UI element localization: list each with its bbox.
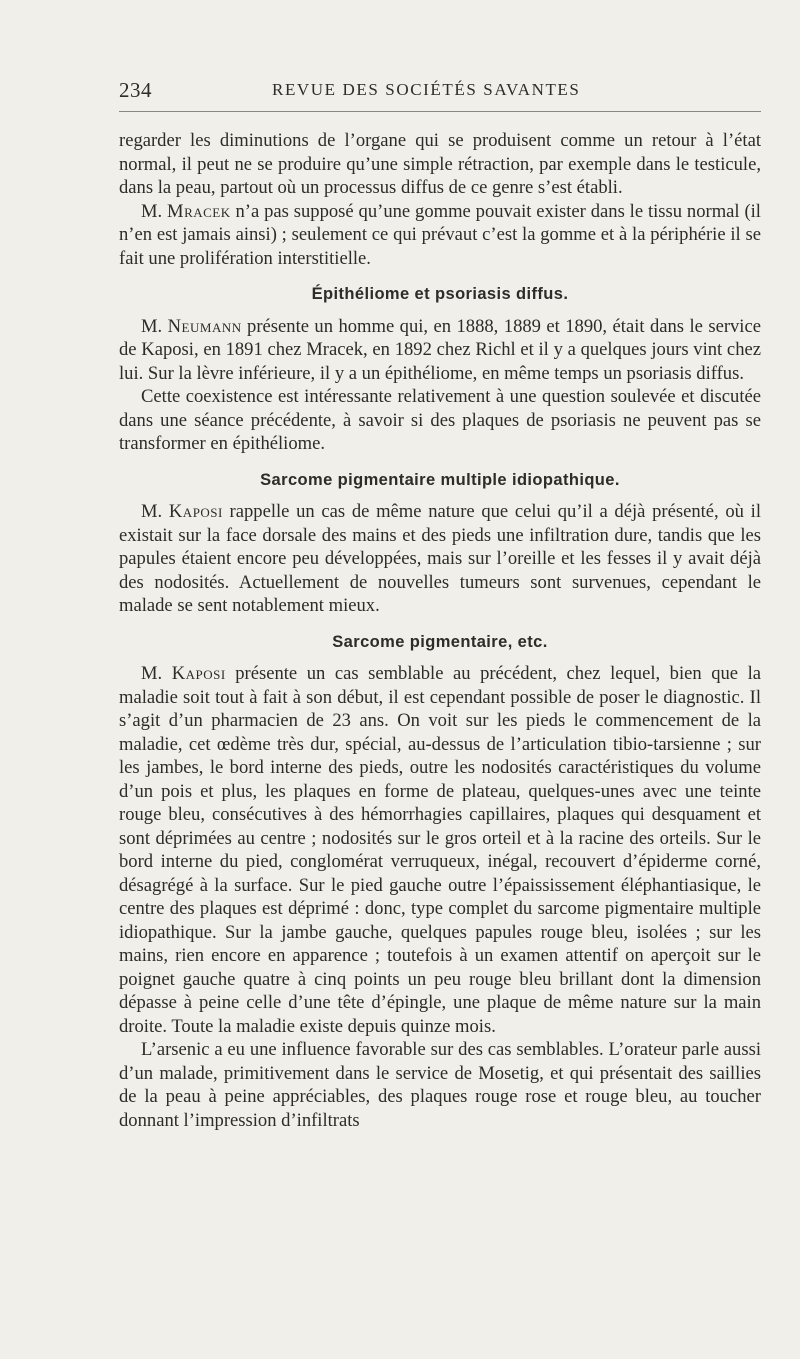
section-heading-2: Sarcome pigmentaire multiple idiopathique. [260,470,620,489]
body-text [119,129,761,1132]
paragraph-3-text: présente un homme qui, en 1888, 1889 et 1890, était dans le service de Kaposi, en 1891 chez Mracek, en 1892 chez Richl et il y a quelques jours vint chez lui. Sur la lèvre inférieure, il y a un épithéliome, en même temps un psoriasis diffus. [119,315,761,384]
speaker-name: Kaposi [168,501,223,522]
paragraph-5 [119,500,761,618]
paragraph-2-text: n’a pas supposé qu’une gomme pouvait exister dans le tissu normal (il n’en est jamais ainsi) ; seulement ce qui prévaut c’est la gomme et à la périphérie il se fait une prolifération interstitielle. [119,200,761,269]
paragraph-7: L’arsenic a eu une influence favorable sur des cas semblables. L’orateur parle aussi d’un malade, primitivement dans le service de Mosetig, et qui présentait des saillies de la peau à peine appréciables, des plaques rouge rose et rouge bleu, au toucher donnant l’impression d’infiltrats [119,1039,761,1131]
page-header [119,78,759,104]
speaker-name: Mracek [167,200,231,222]
speaker-prefix: M. [141,200,168,222]
section-heading-3: Sarcome pigmentaire, etc. [332,632,548,651]
paragraph-2 [119,200,761,271]
paragraph-1: regarder les diminutions de l’organe qui se produisent comme un retour à l’état normal, il peut ne se produire qu’une simple rétraction, par exemple dans le testicule, dans la peau, partout où un processus diffus de ce genre s’est établi. [119,130,761,198]
paragraph-3 [119,315,761,386]
header-rule [119,111,761,112]
paragraph-6-text: présente un cas semblable au précédent, chez lequel, bien que la maladie soit tout à fait à son début, il est cependant possible de poser le diagnostic. Il s’agit d’un pharmacien de 23 ans. On voit sur les pieds le commencement de la maladie, cet œdème très dur, spécial, au-dessus de l’articulation tibio-tarsienne ; sur les jambes, le bord interne des pieds, outre les nodosités caractéristiques du volume d’un pois et plus, les plaques en forme de plateau, quelques-unes avec une teinte rouge bleu, consécutives à des hémorrhagies capillaires, plaques qui desquament et sont déprimées au centre ; nodosités sur le gros orteil et à la racine des orteils. Sur le bord interne du pied, conglomérat verruqueux, inégal, recouvert d’épiderme corné, désagrégé à la surface. Sur le pied gauche outre l’épaississement éléphantiasique, le centre des plaques est déprimé : donc, type complet du sarcome pigmentaire multiple idiopathique. Sur la jambe gauche, quelques papules rouge bleu, isolées ; sur les mains, rien encore en apparence ; toutefois à un examen attentif on aperçoit sur le poignet gauche quatre à cinq points un peu rouge bleu brillant dont la dimension dépasse à peine celle d’une tête d’épingle, une plaque de même nature sur la main droite. Toute la maladie existe depuis quinze mois. [119,663,761,1037]
section-heading-1: Épithéliome et psoriasis diffus. [311,285,569,303]
paragraph-6 [119,662,761,1038]
paragraph-4: Cette coexistence est intéressante relativement à une question soulevée et discutée dans une séance précédente, à savoir si des plaques de psoriasis ne peuvent pas se transformer en épithéliome. [119,386,761,454]
speaker-prefix: M. [141,501,169,522]
speaker-name: Neumann [167,315,242,337]
speaker-name: Kaposi [171,663,226,684]
paragraph-5-text: rappelle un cas de même nature que celui qu’il a déjà présenté, où il existait sur la face dorsale des mains et des pieds une infiltration dure, tandis que les papules étaient encore peu développées, mais sur l’oreille et les fesses il y avait déjà des nodosités. Actuellement de nouvelles tumeurs sont survenues, cependant le malade se sent notablement mieux. [119,501,761,616]
running-title: REVUE DES SOCIÉTÉS SAVANTES [272,80,581,99]
speaker-prefix: M. [141,315,168,337]
page-number: 234 [119,78,152,102]
speaker-prefix: M. [141,663,172,684]
